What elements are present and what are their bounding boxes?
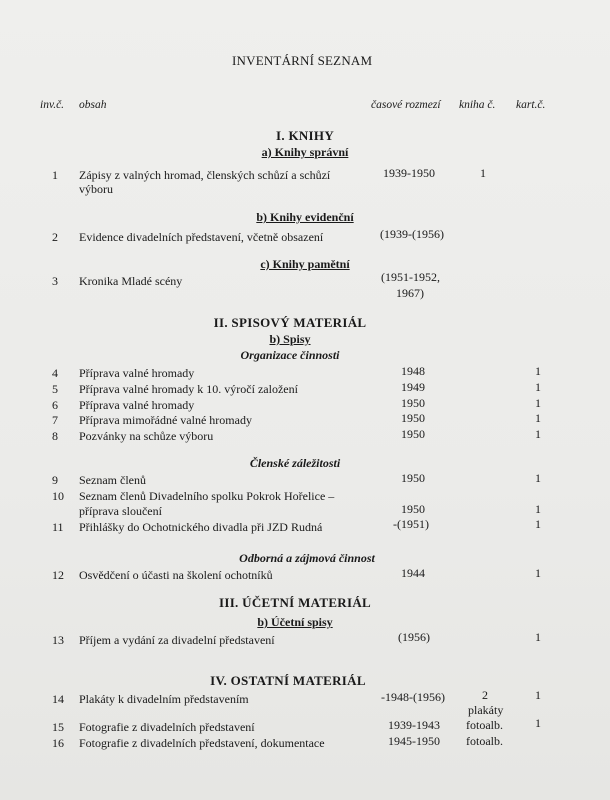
row-date: 1950 [401, 471, 425, 485]
row-number: 13 [52, 633, 64, 647]
row-number: 14 [52, 692, 64, 706]
row-date: 1950 [401, 427, 425, 441]
row-date: -1948-(1956) [381, 690, 445, 704]
header-casove: časové rozmezí [371, 99, 441, 111]
row-content: Zápisy z valných hromad, členských schůzí a schůzí [79, 168, 331, 182]
row-number: 1 [52, 168, 58, 182]
row-number: 4 [52, 366, 58, 380]
row-content: Osvědčení o účasti na školení ochotníků [79, 568, 273, 582]
row-date: 1944 [401, 566, 425, 580]
row-number: 12 [52, 568, 64, 582]
row-content: Seznam členů [79, 473, 146, 487]
row-kart: 1 [535, 411, 541, 425]
row-kart: 1 [535, 427, 541, 441]
row-kart: 1 [535, 364, 541, 378]
row-number: 11 [52, 520, 64, 534]
row-content: Fotografie z divadelních představení, dokumentace [79, 736, 325, 750]
group-clenske-zalezitosti: Členské záležitosti [249, 456, 341, 470]
row-number: 8 [52, 429, 58, 443]
row-number: 7 [52, 413, 58, 427]
row-date: 1945-1950 [388, 734, 440, 748]
row-date: -(1951) [393, 517, 429, 531]
row-number: 15 [52, 720, 64, 734]
row-content: Příprava mimořádné valné hromady [79, 413, 252, 427]
section-spisovy-material: II. SPISOVÝ MATERIÁL [213, 315, 367, 330]
row-content: Kronika Mladé scény [79, 274, 183, 288]
row-date: 1948 [401, 364, 425, 378]
section-ostatni-material: IV. OSTATNÍ MATERIÁL [210, 673, 366, 688]
row-number: 10 [52, 489, 64, 503]
row-date: 1939-1943 [388, 718, 440, 732]
row-content-cont: příprava sloučení [79, 504, 162, 518]
row-kart: 1 [535, 517, 541, 531]
row-kart: 1 [535, 502, 541, 516]
row-date: (1951-1952, [381, 270, 440, 284]
row-content: Plakáty k divadelním představením [79, 692, 249, 706]
row-content-cont: výboru [79, 182, 113, 196]
row-kniha: 1 [480, 166, 486, 180]
row-content: Příprava valné hromady [79, 398, 195, 412]
section-knihy: I. KNIHY [275, 128, 335, 143]
row-date: 1939-1950 [383, 166, 435, 180]
row-content: Příprava valné hromady k 10. výročí založení [79, 382, 298, 396]
row-content: Evidence divadelních představení, včetně obsazení [79, 230, 324, 244]
header-kniha: kniha č. [459, 99, 496, 111]
row-number: 6 [52, 398, 58, 412]
row-content: Seznam členů Divadelního spolku Pokrok Hořelice – [79, 489, 335, 503]
header-kart: kart.č. [516, 99, 546, 111]
row-date: 1949 [401, 380, 425, 394]
row-number: 2 [52, 230, 58, 244]
row-kniha-cont: plakáty [468, 703, 504, 717]
header-obsah: obsah [79, 99, 107, 111]
row-kart: 1 [535, 716, 541, 730]
row-number: 3 [52, 274, 58, 288]
row-content: Pozvánky na schůze výboru [79, 429, 214, 443]
row-date: 1950 [401, 396, 425, 410]
row-number: 5 [52, 382, 58, 396]
row-kniha: fotoalb. [466, 734, 503, 748]
row-content: Fotografie z divadelních představení [79, 720, 255, 734]
row-kniha: fotoalb. [466, 718, 503, 732]
row-date: 1950 [401, 411, 425, 425]
row-kart: 1 [535, 471, 541, 485]
row-kart: 1 [535, 566, 541, 580]
header-inv: inv.č. [40, 99, 65, 111]
row-date-cont: 1967) [396, 286, 424, 300]
row-number: 9 [52, 473, 58, 487]
row-content: Přihlášky do Ochotnického divadla při JZD Rudná [79, 520, 323, 534]
row-kniha: 2 [482, 688, 488, 702]
group-odborna-cinnost: Odborná a zájmová činnost [239, 551, 375, 565]
section-ucetni-material: III. ÚČETNÍ MATERIÁL [218, 595, 372, 610]
subsection-knihy-pametni: c) Knihy pamětní [260, 257, 350, 271]
row-kart: 1 [535, 688, 541, 702]
subsection-ucetni-spisy: b) Účetní spisy [257, 615, 333, 629]
row-date: (1939-(1956) [380, 227, 444, 241]
row-content: Příprava valné hromady [79, 366, 195, 380]
document-title: INVENTÁRNÍ SEZNAM [232, 53, 373, 68]
subsection-knihy-spravni: a) Knihy správní [261, 145, 349, 159]
row-date: (1956) [398, 630, 430, 644]
subsection-spisy: b) Spisy [269, 332, 311, 346]
subsection-knihy-evidencni: b) Knihy evidenční [256, 210, 354, 224]
row-kart: 1 [535, 396, 541, 410]
row-content: Příjem a vydání za divadelní představení [79, 633, 275, 647]
row-kart: 1 [535, 380, 541, 394]
group-organizace-cinnosti: Organizace činnosti [240, 348, 340, 362]
row-kart: 1 [535, 630, 541, 644]
row-date: 1950 [401, 502, 425, 516]
row-number: 16 [52, 736, 64, 750]
